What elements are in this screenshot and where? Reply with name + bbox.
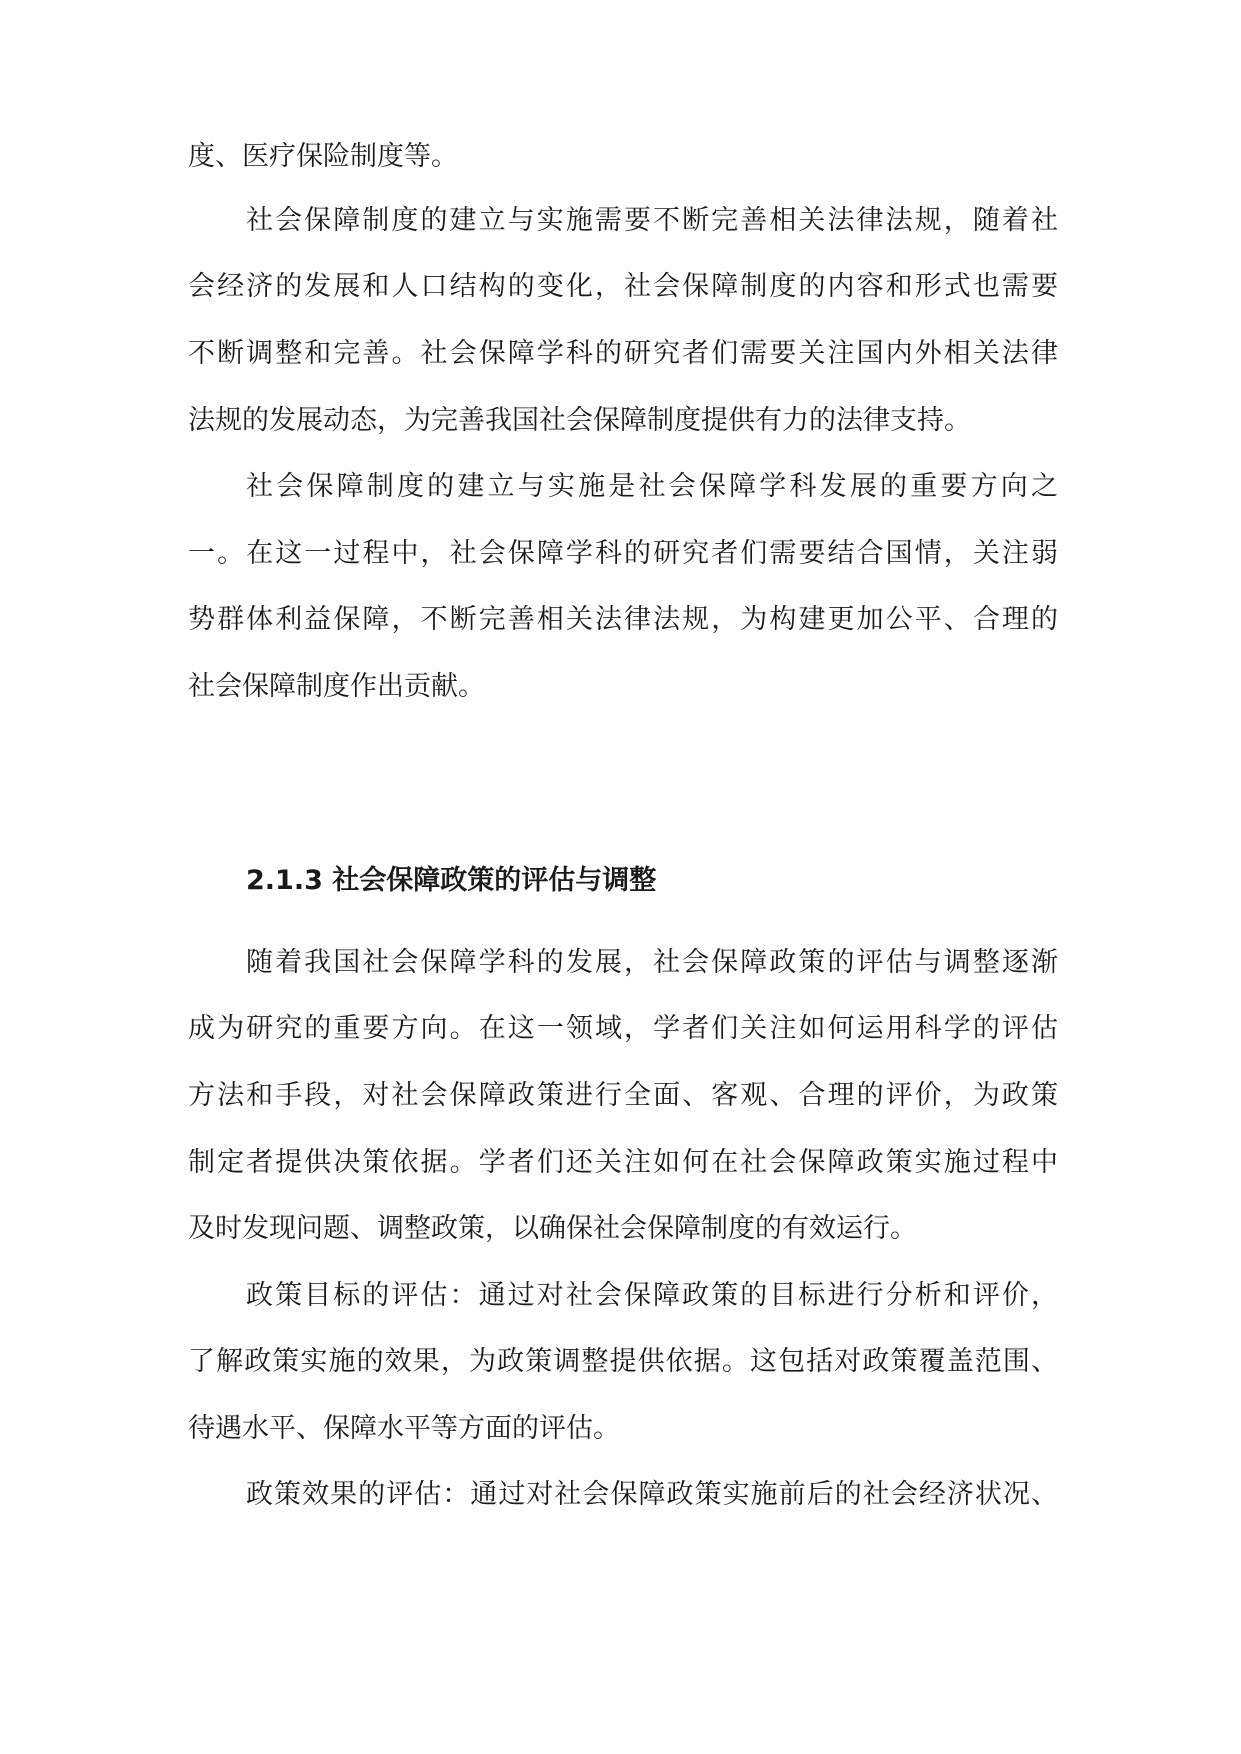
paragraph-line: 政策效果的评估：通过对社会保障政策实施前后的社会经济状况、 [246, 1479, 1058, 1510]
paragraph-line: 度、医疗保险制度等。 [188, 141, 458, 172]
paragraph-line: 了解政策实施的效果，为政策调整提供依据。这包括对政策覆盖范围、 [188, 1346, 1058, 1377]
paragraph-line: 社会保障制度的建立与实施需要不断完善相关法律法规，随着社 [246, 205, 1058, 236]
paragraph-line: 及时发现问题、调整政策，以确保社会保障制度的有效运行。 [188, 1213, 917, 1244]
paragraph-line: 待遇水平、保障水平等方面的评估。 [188, 1413, 620, 1444]
paragraph-line: 不断调整和完善。社会保障学科的研究者们需要关注国内外相关法律 [188, 338, 1058, 369]
paragraph-line: 势群体利益保障，不断完善相关法律法规，为构建更加公平、合理的 [188, 604, 1058, 635]
paragraph-line: 会经济的发展和人口结构的变化，社会保障制度的内容和形式也需要 [188, 271, 1058, 302]
paragraph-line: 社会保障制度作出贡献。 [188, 671, 485, 702]
section-heading: 2.1.3 社会保障政策的评估与调整 [246, 865, 657, 896]
paragraph-line: 随着我国社会保障学科的发展，社会保障政策的评估与调整逐渐 [246, 947, 1058, 978]
paragraph-line: 成为研究的重要方向。在这一领域，学者们关注如何运用科学的评估 [188, 1013, 1058, 1044]
paragraph-line: 制定者提供决策依据。学者们还关注如何在社会保障政策实施过程中 [188, 1147, 1058, 1178]
paragraph-line: 一。在这一过程中，社会保障学科的研究者们需要结合国情，关注弱 [188, 538, 1058, 569]
paragraph-line: 政策目标的评估：通过对社会保障政策的目标进行分析和评价， [246, 1280, 1058, 1311]
paragraph-line: 方法和手段，对社会保障政策进行全面、客观、合理的评价，为政策 [188, 1080, 1058, 1111]
paragraph-line: 社会保障制度的建立与实施是社会保障学科发展的重要方向之 [246, 471, 1058, 502]
paragraph-line: 法规的发展动态，为完善我国社会保障制度提供有力的法律支持。 [188, 405, 971, 436]
